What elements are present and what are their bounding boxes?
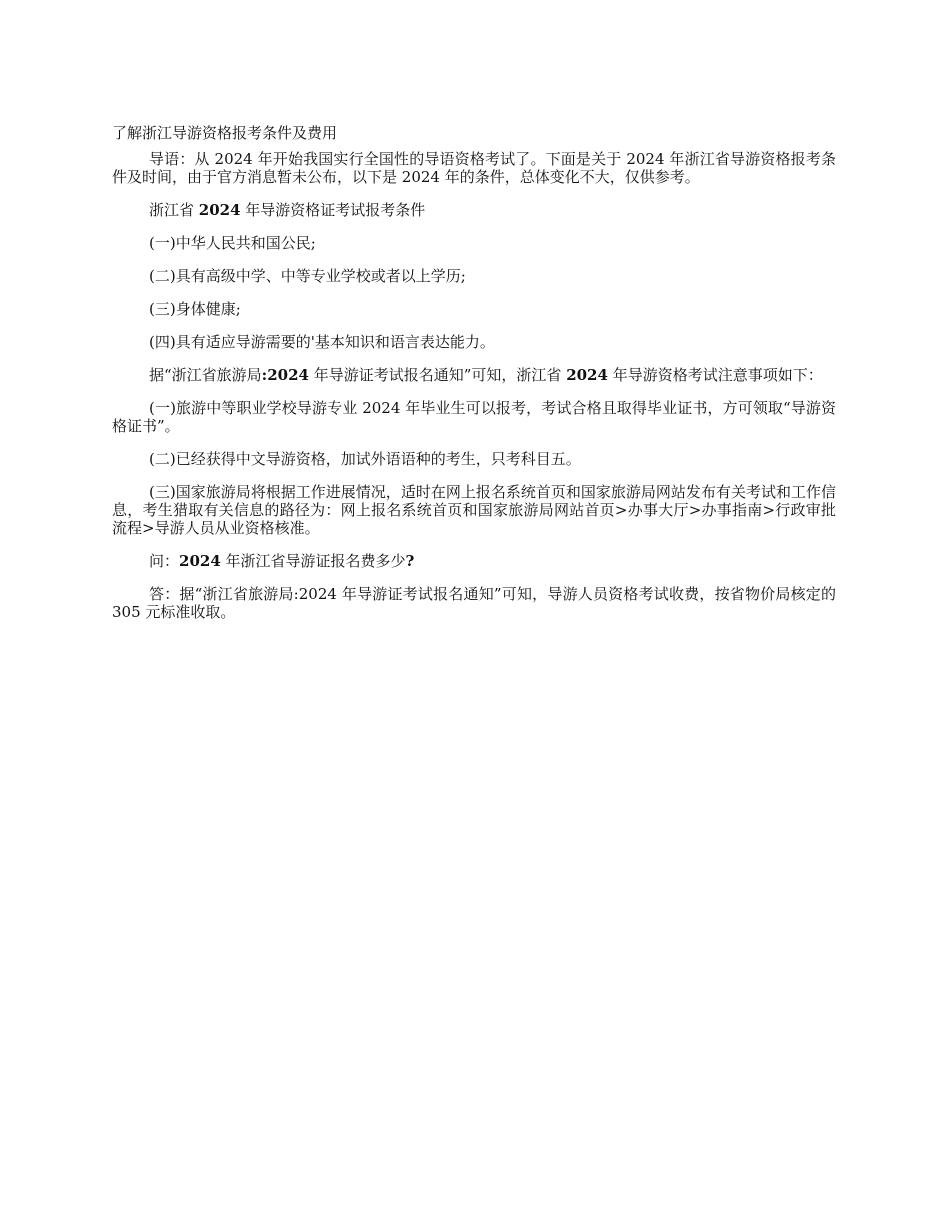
note-item-3: (三)国家旅游局将根据工作进展情况，适时在网上报名系统首页和国家旅游局网站发布有关考试和工作信息，考生猎取有关信息的路径为：网上报名系统首页和国家旅游局网站首页>办事大厅>办事指南>行政审批流程>导游人员从业资格核准。 bbox=[112, 483, 836, 537]
section-heading-prefix: 浙江省 bbox=[149, 201, 199, 219]
document-title: 了解浙江导游资格报考条件及费用 bbox=[112, 124, 338, 142]
section-heading-suffix: 年导游资格证考试报考条件 bbox=[240, 201, 426, 219]
notice-text-2: 年导游证考试报名通知”可知，浙江省 bbox=[308, 366, 567, 384]
question-year: 2024 bbox=[179, 552, 221, 570]
question-text: 年浙江省导游证报名费多少 bbox=[220, 552, 406, 570]
note-item-2: (二)已经获得中文导游资格，加试外语语种的考生，只考科目五。 bbox=[149, 450, 581, 468]
section-heading-year: 2024 bbox=[198, 201, 241, 219]
question-paragraph bbox=[112, 552, 836, 570]
notice-bold-1: :2024 bbox=[261, 366, 309, 384]
condition-item-4: (四)具有适应导游需要的'基本知识和语言表达能力。 bbox=[149, 333, 495, 351]
answer-paragraph: 答：据“浙江省旅游局:2024 年导游证考试报名通知”可知，导游人员资格考试收费，按省物价局核定的 305 元标准收取。 bbox=[112, 585, 836, 621]
document-body bbox=[112, 124, 836, 636]
condition-item-2: (二)具有高级中学、中等专业学校或者以上学历; bbox=[149, 267, 466, 285]
condition-item-1: (一)中华人民共和国公民; bbox=[149, 234, 316, 252]
question-mark: ? bbox=[405, 552, 415, 570]
note-item-1: (一)旅游中等职业学校导游专业 2024 年毕业生可以报考，考试合格且取得毕业证书，方可领取“导游资格证书”。 bbox=[112, 399, 836, 435]
section-heading-conditions bbox=[112, 201, 836, 219]
intro-paragraph: 导语：从 2024 年开始我国实行全国性的导语资格考试了。下面是关于 2024 年浙江省导游资格报考条件及时间，由于官方消息暂未公布，以下是 2024 年的条件，总体变化不大，仅供参考。 bbox=[112, 150, 836, 186]
notice-text-1: 据“浙江省旅游局 bbox=[149, 366, 262, 384]
condition-item-3: (三)身体健康; bbox=[149, 300, 241, 318]
notice-text-3: 年导游资格考试注意事项如下： bbox=[607, 366, 823, 384]
notice-bold-2: 2024 bbox=[566, 366, 608, 384]
question-prefix: 问： bbox=[149, 552, 180, 570]
notice-paragraph bbox=[112, 366, 836, 384]
